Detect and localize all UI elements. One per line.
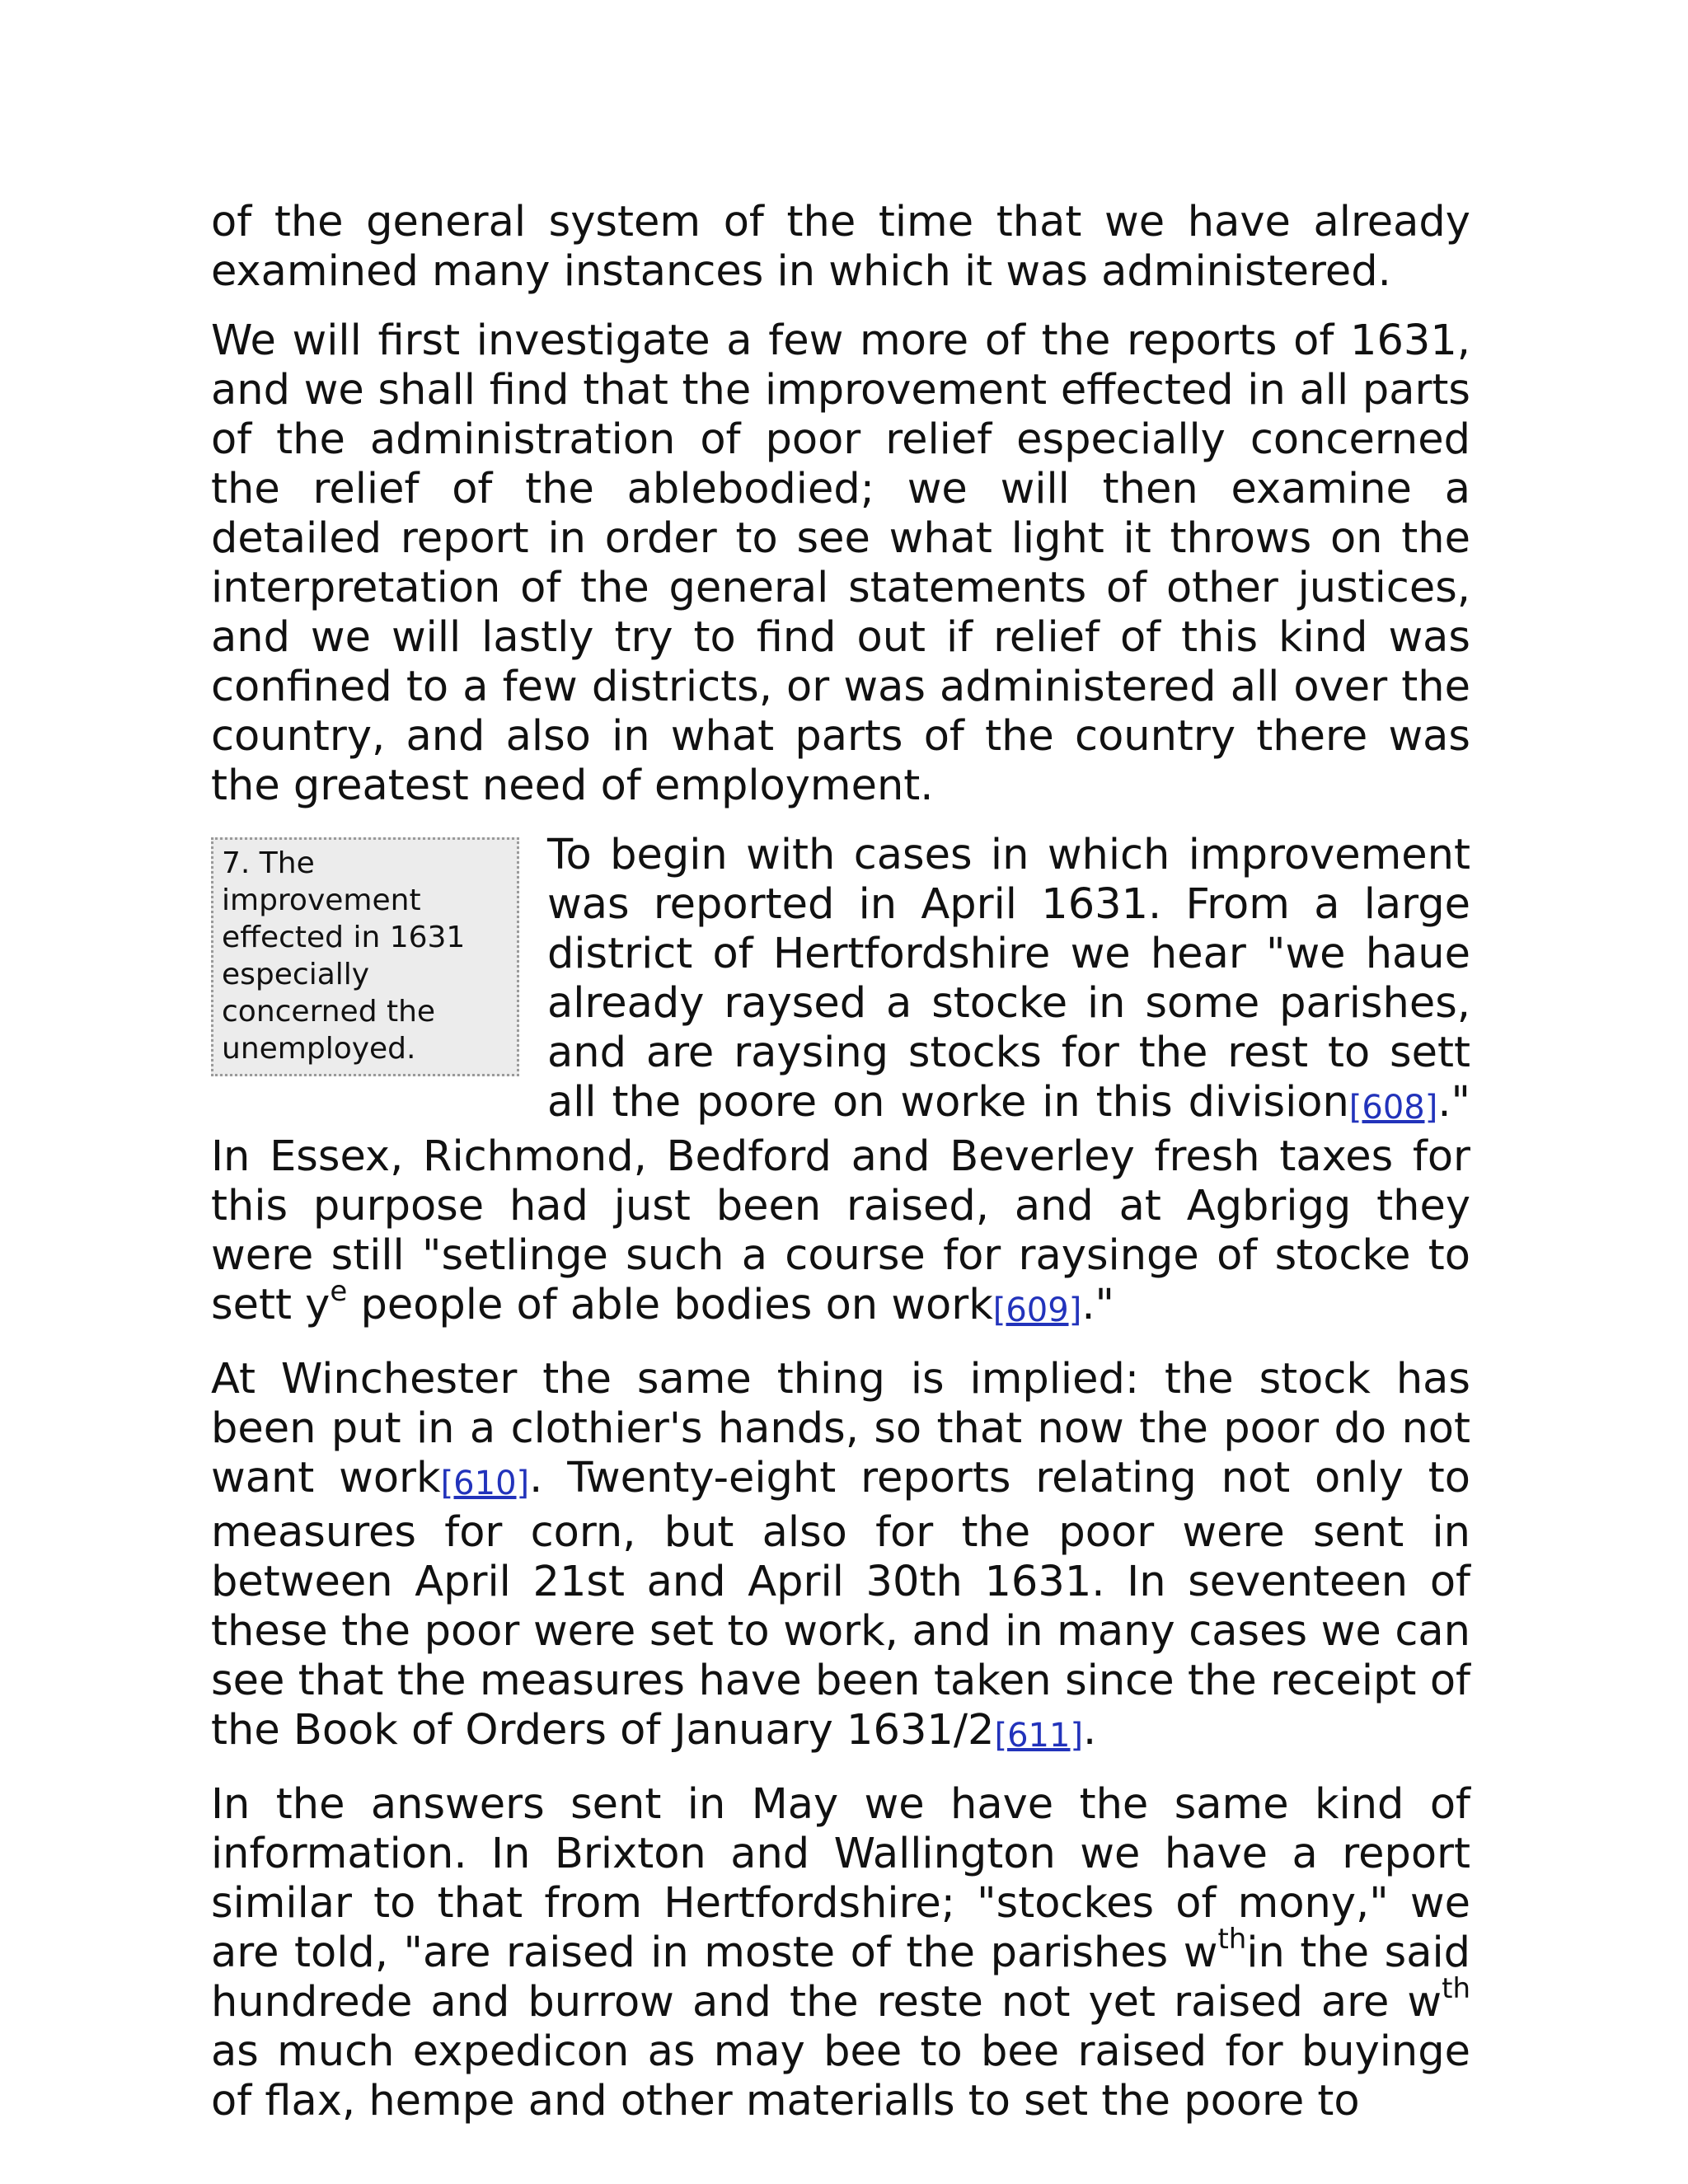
paragraph-text: In the answers sent in May we have the same kind of information. In Brixton and Wallington we have a report similar to that from Hertfordshire; "stockes of mony," we are told, "are raised in moste of the parishes w bbox=[211, 1780, 1470, 1977]
superscript: th bbox=[1217, 1923, 1247, 1956]
paragraph-text: as much expedicon as may bee to bee raised for buyinge of flax, hempe and other materialls to set the poore to bbox=[211, 2027, 1470, 2125]
paragraph-text: . bbox=[1083, 1706, 1097, 1755]
paragraph-text: people of able bodies on work bbox=[347, 1281, 993, 1329]
paragraph-2 bbox=[211, 316, 1470, 811]
paragraph-4 bbox=[211, 1355, 1470, 1760]
paragraph-text: of the general system of the time that we have already examined many instances in which it was administered. bbox=[211, 198, 1470, 296]
paragraph-text: in the said hundrede and burrow and the reste not yet raised are w bbox=[211, 1929, 1471, 2027]
paragraph-text: We will first investigate a few more of the reports of 1631, and we shall find that the improvement effected in all parts of the administration of poor relief especially concerned the relief of the ablebodied; we will then examine a detailed report in order to see what light it throws on the interpretation of the general statements of other justices, and we will lastly try to find out if relief of this kind was confined to a few districts, or was administered all over the country, and also in what parts of the country there was the greatest need of employment. bbox=[211, 316, 1470, 810]
sidenote bbox=[211, 837, 519, 1076]
paragraph-text: To begin with cases in which improvement was reported in April 1631. From a large district of Hertfordshire we hear "we haue already raysed a stocke in some parishes, and are raysing stocks for the rest to sett all the poore on worke in this division bbox=[547, 831, 1470, 1127]
paragraph-5 bbox=[211, 1780, 1470, 2126]
superscript: e bbox=[330, 1275, 348, 1308]
footnote-link-610[interactable]: [610] bbox=[440, 1465, 530, 1502]
paragraph-1 bbox=[211, 198, 1470, 297]
footnote-link-609[interactable]: [609] bbox=[992, 1291, 1082, 1329]
paragraph-text: ." In Essex, Richmond, Bedford and Beverley fresh taxes for this purpose had just been raised, and at Agbrigg they were still "setlinge such a course for raysinge of stocke to sett y bbox=[211, 1078, 1470, 1329]
paragraph-text: . Twenty-eight reports relating not only to measures for corn, but also for the poor were sent in between April 21st and April 30th 1631. In seventeen of these the poor were set to work, and in many cases we can see that the measures have been taken since the receipt of the Book of Orders of January 1631/2 bbox=[211, 1454, 1470, 1755]
sidenote-text: 7. The improvement effected in 1631 especially concerned the unemployed. bbox=[222, 846, 466, 1066]
paragraph-text: ." bbox=[1081, 1281, 1114, 1329]
paragraph-text: At Winchester the same thing is implied: the stock has been put in a clothier's hands, so that now the poor do not want work bbox=[211, 1355, 1470, 1502]
footnote-link-608[interactable]: [608] bbox=[1348, 1089, 1438, 1127]
page-body bbox=[211, 198, 1470, 2146]
footnote-link-611[interactable]: [611] bbox=[994, 1717, 1084, 1755]
superscript: th bbox=[1442, 1972, 1470, 2005]
